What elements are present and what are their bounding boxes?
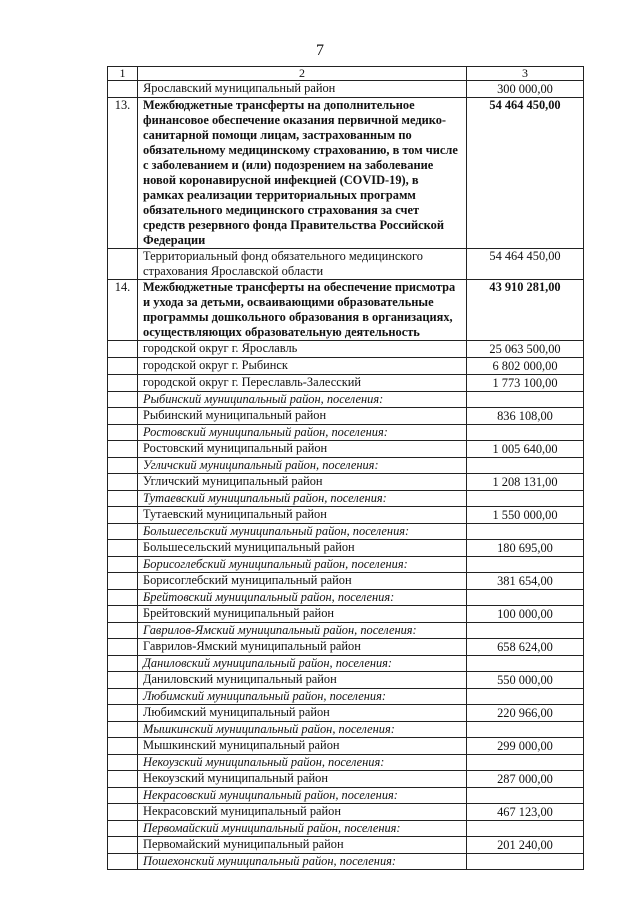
amount-cell [467,590,584,606]
row-number-cell [108,507,138,524]
table-row [108,755,584,771]
amount-cell: 54 464 450,00 [467,98,584,249]
amount-cell: 658 624,00 [467,639,584,656]
district-subheading: Первомайский муниципальный район, поселения: [138,821,467,837]
row-number-cell [108,392,138,408]
table-row [108,689,584,705]
amount-cell: 550 000,00 [467,672,584,689]
row-number-cell [108,573,138,590]
amount-cell: 1 005 640,00 [467,441,584,458]
recipient-name: Ростовский муниципальный район [138,441,467,458]
table-row [108,375,584,392]
district-subheading: Некрасовский муниципальный район, поселения: [138,788,467,804]
row-number-cell [108,458,138,474]
row-number-cell [108,358,138,375]
district-subheading: Брейтовский муниципальный район, поселения: [138,590,467,606]
amount-cell: 467 123,00 [467,804,584,821]
district-subheading: Мышкинский муниципальный район, поселения: [138,722,467,738]
district-subheading: Даниловский муниципальный район, поселения: [138,656,467,672]
table-row [108,425,584,441]
amount-cell: 300 000,00 [467,81,584,98]
row-number-cell [108,771,138,788]
table-row [108,590,584,606]
row-number-cell [108,341,138,358]
recipient-name: Брейтовский муниципальный район [138,606,467,623]
table-row [108,491,584,507]
table-row [108,341,584,358]
district-subheading: Рыбинский муниципальный район, поселения: [138,392,467,408]
table-row [108,507,584,524]
table-row [108,722,584,738]
amount-cell [467,623,584,639]
row-number-cell [108,590,138,606]
table-row [108,656,584,672]
amount-cell: 54 464 450,00 [467,249,584,280]
amount-cell: 100 000,00 [467,606,584,623]
row-number-cell [108,804,138,821]
table-row [108,392,584,408]
row-number-cell [108,821,138,837]
amount-cell: 1 550 000,00 [467,507,584,524]
amount-cell [467,458,584,474]
table-row [108,606,584,623]
row-number-cell [108,375,138,392]
row-number-cell [108,249,138,280]
row-number-cell: 14. [108,280,138,341]
amount-cell [467,821,584,837]
amount-cell [467,392,584,408]
row-number-cell [108,672,138,689]
table-body [108,67,584,870]
row-number-cell [108,540,138,557]
transfer-title: Межбюджетные трансферты на дополнительное финансовое обеспечение оказания первичной медико-санитарной помощи лицам, застрахованным по обязательному медицинскому страхованию, в том числе с заболеванием и (или) подозрением на заболевание новой коронавирусной инфекцией (COVID-19), в рамках реализации территориальных программ обязательного медицинского страхования за счет средств резервного фонда Правительства Российской Федерации [138,98,467,249]
recipient-name: Некрасовский муниципальный район [138,804,467,821]
district-subheading: Ростовский муниципальный район, поселения: [138,425,467,441]
table-row [108,738,584,755]
amount-cell: 25 063 500,00 [467,341,584,358]
table-row [108,540,584,557]
recipient-name: городской округ г. Рыбинск [138,358,467,375]
recipient-name: Угличский муниципальный район [138,474,467,491]
table-row [108,280,584,341]
amount-cell: 6 802 000,00 [467,358,584,375]
row-number-cell [108,474,138,491]
district-subheading: Любимский муниципальный район, поселения: [138,689,467,705]
table-row [108,804,584,821]
amount-cell: 299 000,00 [467,738,584,755]
amount-cell: 201 240,00 [467,837,584,854]
row-number-cell [108,722,138,738]
recipient-name: Любимский муниципальный район [138,705,467,722]
amount-cell [467,755,584,771]
district-subheading: Борисоглебский муниципальный район, поселения: [138,557,467,573]
row-number-cell [108,623,138,639]
amount-cell: 287 000,00 [467,771,584,788]
recipient-name: Тутаевский муниципальный район [138,507,467,524]
table-row [108,573,584,590]
recipient-name: городской округ г. Переславль-Залесский [138,375,467,392]
header-cell-col2: 2 [138,67,467,81]
row-number-cell [108,491,138,507]
table-row [108,854,584,870]
table-row [108,705,584,722]
row-number-cell [108,524,138,540]
table-row [108,474,584,491]
amount-cell: 1 208 131,00 [467,474,584,491]
amount-cell [467,491,584,507]
row-number-cell [108,705,138,722]
amount-cell [467,557,584,573]
table-row [108,771,584,788]
row-number-cell [108,557,138,573]
amount-cell [467,425,584,441]
amount-cell [467,854,584,870]
recipient-name: Даниловский муниципальный район [138,672,467,689]
recipient-name: Рыбинский муниципальный район [138,408,467,425]
header-cell-col3: 3 [467,67,584,81]
table-row [108,249,584,280]
row-number-cell [108,854,138,870]
row-number-cell [108,656,138,672]
row-number-cell [108,425,138,441]
recipient-name: городской округ г. Ярославль [138,341,467,358]
district-subheading: Большесельский муниципальный район, поселения: [138,524,467,540]
amount-cell [467,524,584,540]
recipient-name: Гаврилов-Ямский муниципальный район [138,639,467,656]
row-number-cell [108,738,138,755]
district-subheading: Тутаевский муниципальный район, поселения: [138,491,467,507]
amount-cell: 180 695,00 [467,540,584,557]
row-number-cell [108,408,138,425]
table-row [108,788,584,804]
district-subheading: Гаврилов-Ямский муниципальный район, поселения: [138,623,467,639]
amount-cell [467,689,584,705]
table-row [108,441,584,458]
row-number-cell [108,755,138,771]
page-number: 7 [316,42,324,59]
table-row [108,458,584,474]
row-number-cell [108,837,138,854]
recipient-name: Мышкинский муниципальный район [138,738,467,755]
table-row [108,524,584,540]
transfer-title: Межбюджетные трансферты на обеспечение присмотра и ухода за детьми, осваивающими образовательные программы дошкольного образования в организациях, осуществляющих образовательную деятельность [138,280,467,341]
table-row [108,81,584,98]
amount-cell: 836 108,00 [467,408,584,425]
table-row [108,98,584,249]
district-subheading: Некоузский муниципальный район, поселения: [138,755,467,771]
recipient-name: Первомайский муниципальный район [138,837,467,854]
table-row [108,358,584,375]
row-number-cell [108,639,138,656]
header-cell-col1: 1 [108,67,138,81]
recipient-name: Ярославский муниципальный район [138,81,467,98]
amount-cell: 1 773 100,00 [467,375,584,392]
table-row [108,408,584,425]
amount-cell: 381 654,00 [467,573,584,590]
recipient-name: Некоузский муниципальный район [138,771,467,788]
table-row [108,672,584,689]
row-number-cell [108,788,138,804]
row-number-cell [108,606,138,623]
row-number-cell [108,689,138,705]
amount-cell: 43 910 281,00 [467,280,584,341]
amount-cell: 220 966,00 [467,705,584,722]
table-row [108,837,584,854]
table-header-row [108,67,584,81]
district-subheading: Угличский муниципальный район, поселения: [138,458,467,474]
row-number-cell: 13. [108,98,138,249]
table-row [108,623,584,639]
table-row [108,557,584,573]
recipient-name: Большесельский муниципальный район [138,540,467,557]
row-number-cell [108,81,138,98]
amount-cell [467,656,584,672]
amount-cell [467,788,584,804]
table-row [108,821,584,837]
row-number-cell [108,441,138,458]
budget-table [107,66,584,870]
amount-cell [467,722,584,738]
table-row [108,639,584,656]
district-subheading: Пошехонский муниципальный район, поселения: [138,854,467,870]
recipient-name: Территориальный фонд обязательного медицинского страхования Ярославской области [138,249,467,280]
recipient-name: Борисоглебский муниципальный район [138,573,467,590]
